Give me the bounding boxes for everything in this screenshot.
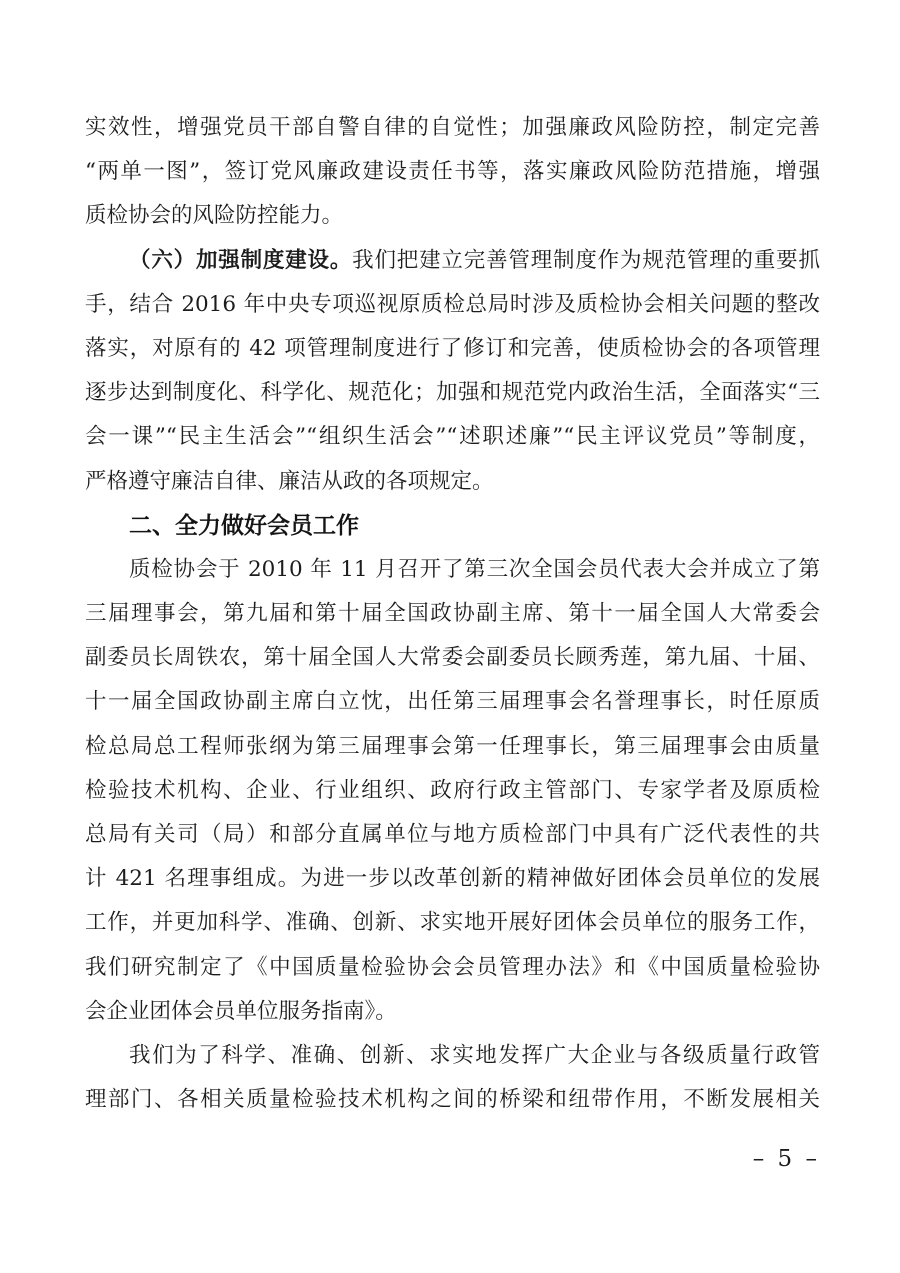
lead-rest: 我们把建立完善管理制度作为规范管理的重要抓 [352, 247, 820, 273]
text-line: 会一课”“民主生活会”“组织生活会”“述职述廉”“民主评议党员”等制度， [85, 424, 820, 450]
text-line: 工作，并更加科学、准确、创新、求实地开展好团体会员单位的服务工作， [85, 910, 820, 936]
text-line: 质检协会于 2010 年 11 月召开了第三次全国会员代表大会并成立了第 [129, 556, 820, 582]
text-line: 我们为了科学、准确、创新、求实地发挥广大企业与各级质量行政管 [129, 1042, 820, 1068]
text-line: 副委员长周铁农，第十届全国人大常委会副委员长顾秀莲，第九届、十届、 [85, 645, 820, 671]
text-line: “两单一图”，签订党风廉政建设责任书等，落实廉政风险防范措施，增强 [85, 159, 820, 185]
text-line [85, 239, 820, 283]
text-line: 检总局总工程师张纲为第三届理事会第一任理事长，第三届理事会由质量 [85, 733, 820, 759]
text-line: 十一届全国政协副主席白立忱，出任第三届理事会名誉理事长，时任原质 [85, 689, 820, 715]
section-heading-membership-work: 二、全力做好会员工作 [129, 512, 359, 539]
text-line: 我们研究制定了《中国质量检验协会会员管理办法》和《中国质量检验协 [85, 954, 820, 980]
text-line: 理部门、各相关质量检验技术机构之间的桥梁和纽带作用，不断发展相关 [85, 1087, 820, 1113]
text-line: 计 421 名理事组成。为进一步以改革创新的精神做好团体会员单位的发展 [85, 866, 820, 892]
text-line: 逐步达到制度化、科学化、规范化；加强和规范党内政治生活，全面落实“三 [85, 380, 820, 406]
lead-emphasis: （六）加强制度建设。 [129, 247, 353, 273]
page-footer [753, 1146, 820, 1172]
paragraph-system-building [85, 239, 820, 504]
text-line: 严格遵守廉洁自律、廉洁从政的各项规定。 [85, 468, 494, 494]
text-line: 检验技术机构、企业、行业组织、政府行政主管部门、专家学者及原质检 [85, 777, 820, 803]
paragraph-membership-congress [85, 548, 820, 1034]
text-line: 会企业团体会员单位服务指南》。 [85, 998, 397, 1024]
text-line: 三届理事会，第九届和第十届全国政协副主席、第十一届全国人大常委会 [85, 601, 820, 627]
text-line: 实效性，增强党员干部自警自律的自觉性；加强廉政风险防控，制定完善 [85, 115, 820, 140]
text-line: 落实，对原有的 42 项管理制度进行了修订和完善，使质检协会的各项管理 [85, 335, 820, 361]
page-number: – 5 – [752, 1146, 820, 1172]
text-line: 手，结合 2016 年中央专项巡视原质检总局时涉及质检协会相关问题的整改 [85, 291, 820, 317]
paragraph-risk-control [85, 106, 820, 239]
text-line: 质检协会的风险防控能力。 [85, 203, 344, 229]
paragraph-bridge-role [85, 1034, 820, 1122]
text-line: 总局有关司（局）和部分直属单位与地方质检部门中具有广泛代表性的共 [85, 822, 820, 847]
document-content [85, 106, 820, 1122]
